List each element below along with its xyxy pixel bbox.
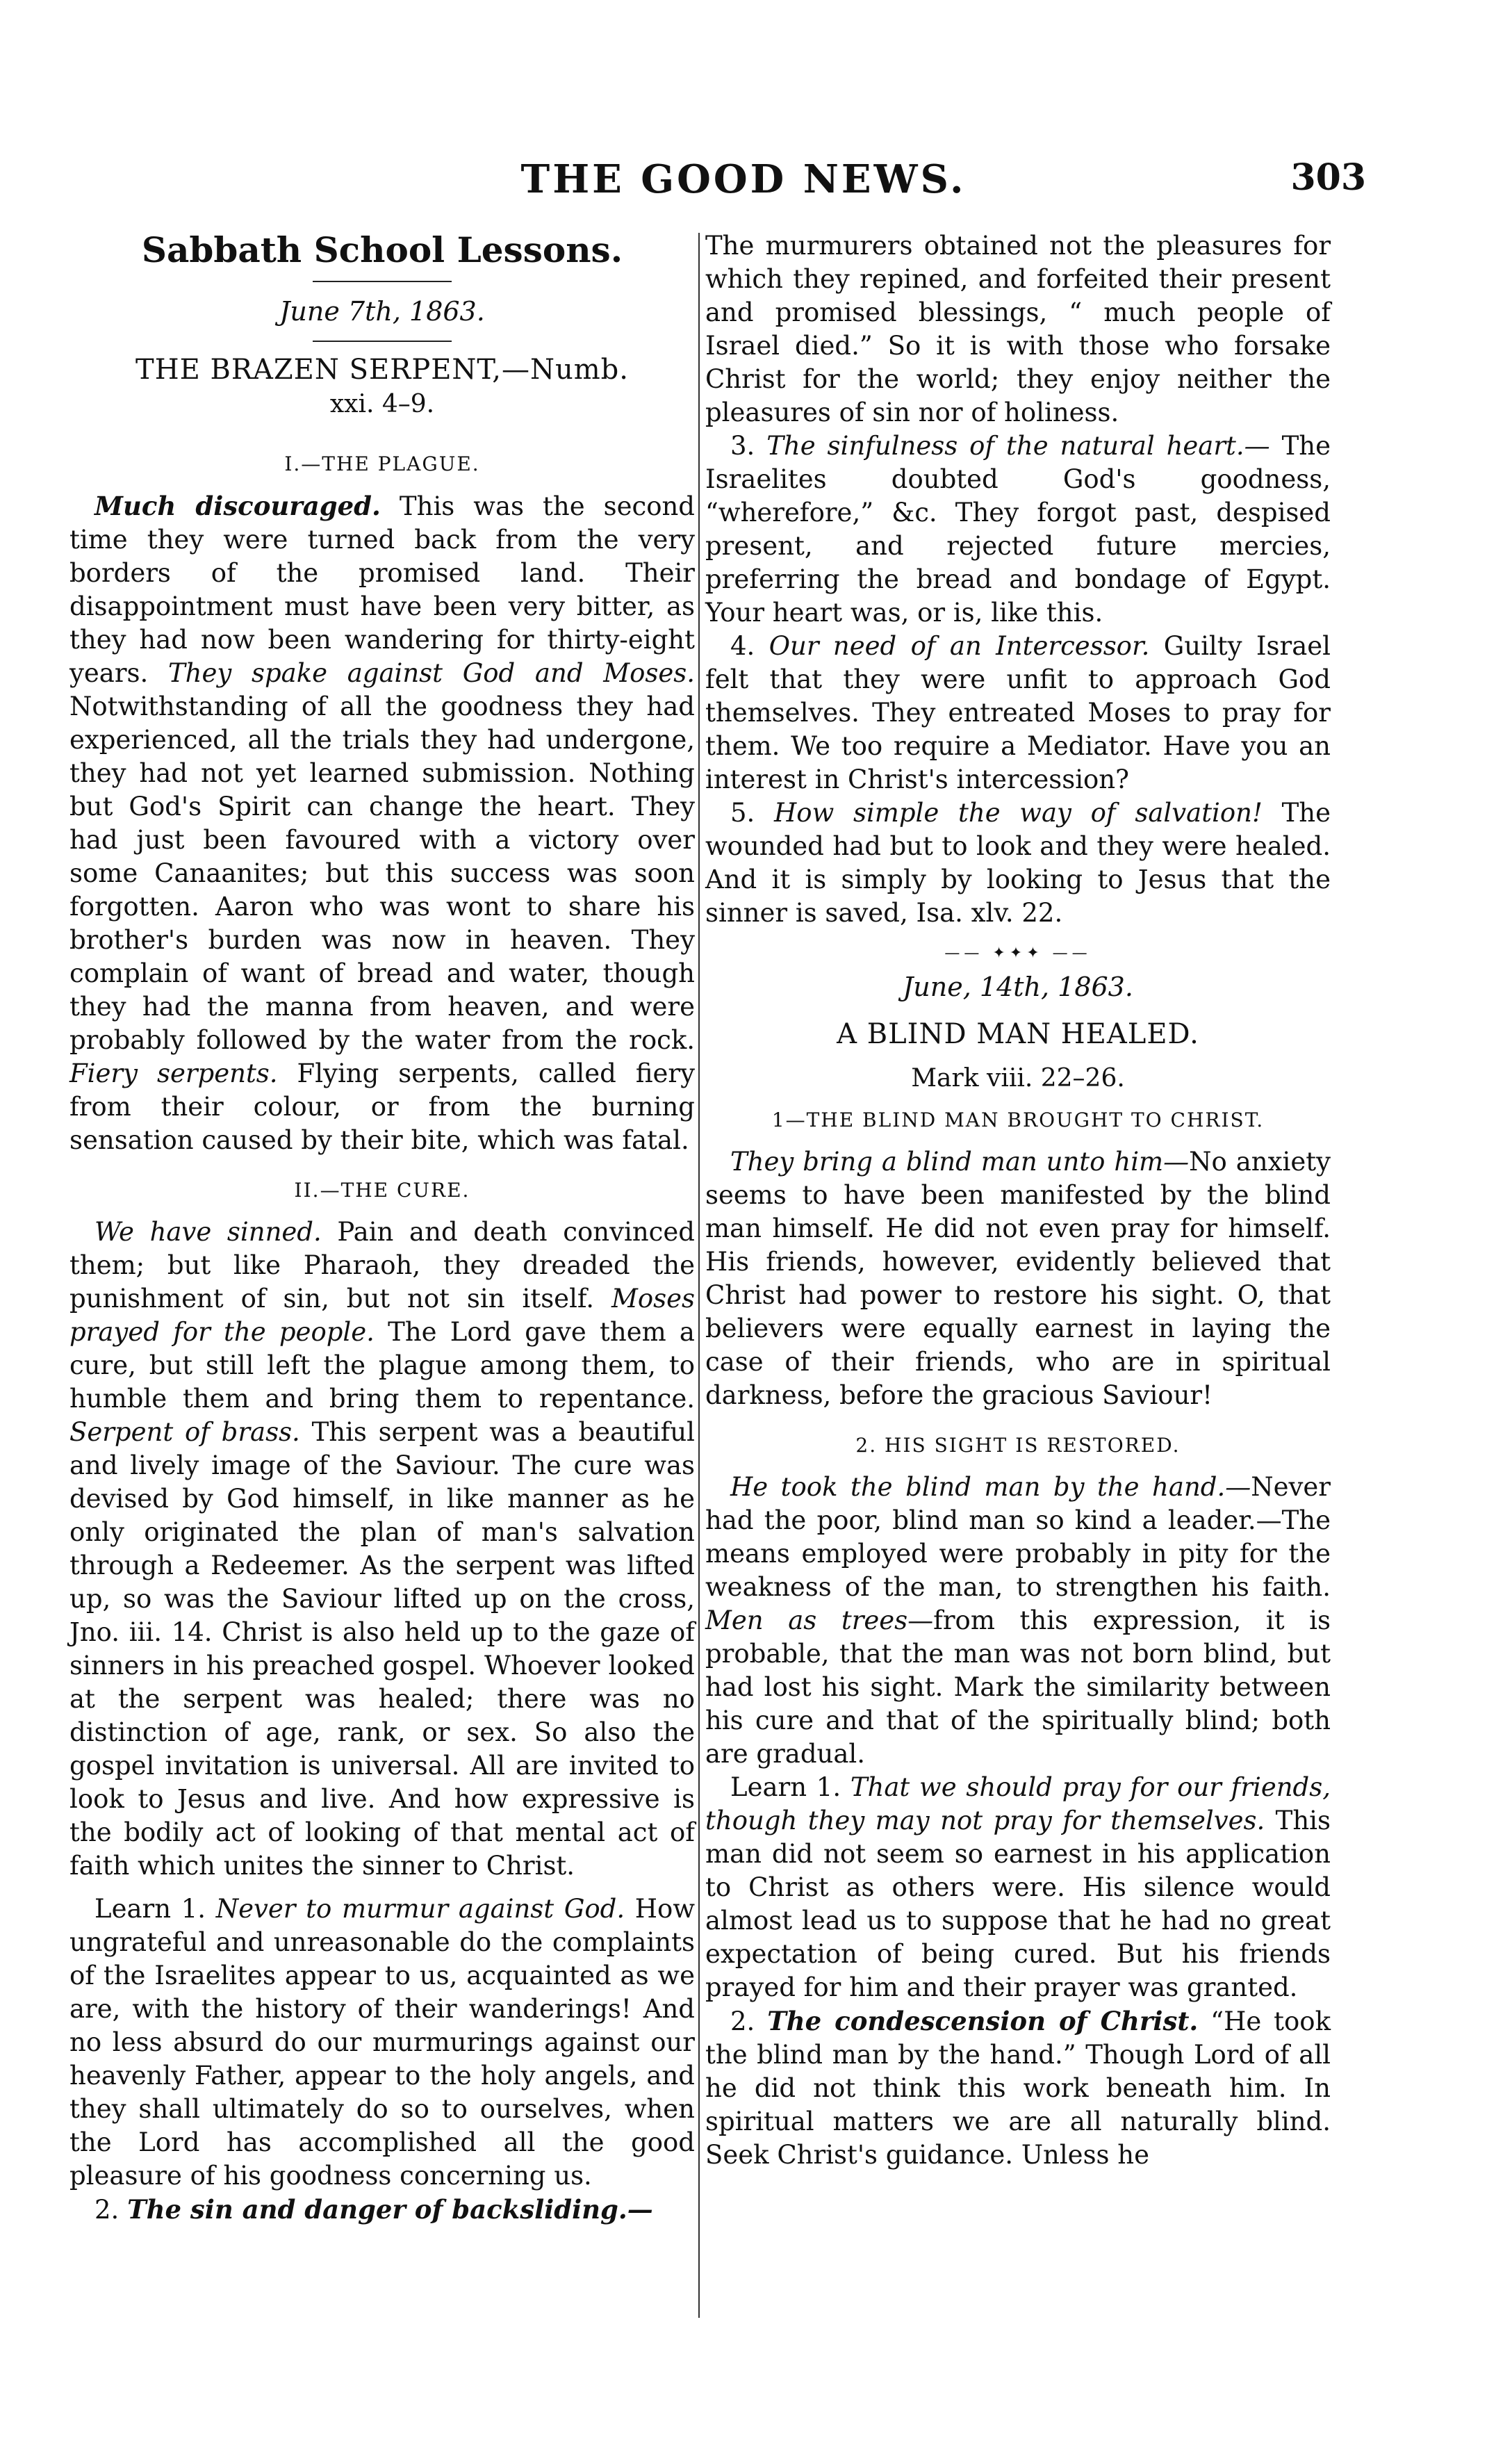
italic-phrase: Men as trees [705, 1605, 908, 1635]
italic-phrase: That we should pray for our friends, though they may not pray for themselves. [705, 1772, 1331, 1835]
body-text: The Israelites doubted God's goodness, “wherefore,” &c. They forgot past, despised present, and rejected future mercies, preferring the bread and bondage of Egypt. Your heart was, or is, like this. [705, 431, 1331, 628]
body-text: 5. [730, 798, 775, 828]
italic-phrase: Moses prayed for the people. [69, 1284, 695, 1347]
subheading-cure: II.—THE CURE. [294, 1179, 470, 1202]
paragraph-restored [705, 1471, 1331, 1771]
body-text: Guilty Israel felt that they were unfit to approach God themselves. They entreated Moses to pray for them. We too require a Mediator. Have you an interest in Christ's intercession? [705, 631, 1331, 794]
subheading-restored: 2. HIS SIGHT IS RESTORED. [855, 1434, 1181, 1457]
italic-phrase: The condescension of Christ. [767, 2006, 1199, 2036]
italic-phrase: They spake against God and Moses. [167, 658, 695, 688]
lead-phrase: Much discouraged. [94, 491, 381, 521]
body-text: This was the second time they were turned back from the very borders of the promised land. Their disappointment must have been very bitter, as they had now been wandering for thirty-eight years. [69, 491, 695, 688]
body-text: 3. [730, 431, 767, 461]
page-number: 303 [1290, 156, 1366, 199]
body-text: 4. [730, 631, 769, 661]
body-text: Pain and death convinced them; but like Pharaoh, they dreaded the punishment of sin, but not sin itself. [69, 1217, 695, 1314]
body-text: Learn 1. [730, 1772, 850, 1802]
body-text: 2. [94, 2195, 128, 2225]
column-divider [698, 233, 700, 2318]
paragraph-learn-2 [705, 2004, 1331, 2172]
body-text: Flying serpents, called fiery from their colour, or from the burning sensation caused by their bite, which was fatal. [69, 1058, 695, 1155]
title-rule [313, 281, 452, 282]
lesson-title: THE BRAZEN SERPENT,—Numb. [135, 354, 629, 386]
italic-phrase: The sin and danger of backsliding.— [127, 2194, 653, 2225]
body-text: The Lord gave them a cure, but still left the plague among them, to humble them and bring them to repentance. [69, 1317, 695, 1414]
italic-phrase: Serpent of brass. [69, 1417, 300, 1447]
lead-phrase: They bring a blind man unto him— [730, 1147, 1190, 1177]
lesson-date: June 7th, 1863. [279, 296, 485, 327]
body-text: The wounded had but to look and they were healed. And it is simply by looking to Jesus that the sinner is saved, Isa. xlv. 22. [705, 798, 1331, 928]
italic-phrase: The sinfulness of the natural heart.— [766, 431, 1270, 461]
paragraph-point-3 [705, 430, 1331, 630]
running-head: THE GOOD NEWS. [520, 156, 967, 202]
italic-phrase: Our need of an Intercessor. [769, 631, 1150, 661]
lesson-reference: xxi. 4–9. [329, 390, 435, 418]
body-text: How ungrateful and unreasonable do the complaints of the Israelites appear to us, acquainted as we are, with the history of their wanderings! And no less absurd do our murmurings against our heavenly Father, appear to the holy angels, and they shall ultimately do so to ourselves, when the Lord has accomplished all the good pleasure of his goodness concerning us. [69, 1894, 695, 2191]
body-text: Notwithstanding of all the goodness they had experienced, all the trials they had undergone, they had not yet learned submission. Nothing but God's Spirit can change the heart. They had just been favoured with a victory over some Canaanites; but this success was soon forgotten. Aaron who was wont to share his brother's burden was now in heaven. They complain of want of bread and water, though they had the manna from heaven, and were probably followed by the water from the rock. [69, 692, 695, 1055]
body-text: Learn 1. [94, 1894, 216, 1924]
body-text: Never had the poor, blind man so kind a leader.—The means employed were probably in pity for the weakness of the man, to strengthen his faith. [705, 1472, 1331, 1602]
italic-phrase: How simple the way of salvation! [774, 798, 1263, 828]
lesson-date: June, 14th, 1863. [903, 972, 1133, 1002]
paragraph-learn-1 [69, 1892, 695, 2193]
lesson-reference: Mark viii. 22–26. [911, 1064, 1125, 1093]
paragraph-point-5 [705, 796, 1331, 930]
left-column [69, 229, 695, 2227]
body-text: —from this expression, it is probable, that the man was not born blind, but had lost his sight. Mark the similarity between his cure and that of the spiritually blind; both are gradual. [705, 1605, 1331, 1769]
paragraph-plague [69, 489, 695, 1157]
subheading-plague: I.—THE PLAGUE. [284, 452, 480, 475]
body-text: This man did not seem so earnest in his application to Christ as others were. His silence would almost lead us to suppose that he had no great expectation of being cured. But his friends prayed for him and their prayer was granted. [705, 1806, 1331, 2002]
section-title: Sabbath School Lessons. [141, 229, 623, 270]
subheading-brought: 1—THE BLIND MAN BROUGHT TO CHRIST. [771, 1109, 1265, 1131]
lead-phrase: We have sinned. [94, 1217, 322, 1247]
lead-phrase: He took the blind man by the hand.— [730, 1472, 1251, 1502]
paragraph-continued: The murmurers obtained not the pleasures for which they repined, and forfeited their present and promised blessings, “ much people of Israel died.” So it is with those who forsake Christ for the world; they enjoy neither the pleasures of sin nor of holiness. [705, 231, 1331, 427]
right-column [705, 229, 1331, 2172]
paragraph-point-4 [705, 630, 1331, 796]
lesson-title: A BLIND MAN HEALED. [837, 1018, 1199, 1050]
body-text: 2. [730, 2006, 768, 2036]
paragraph-cure [69, 1216, 695, 1883]
italic-phrase: Fiery serpents. [69, 1058, 278, 1088]
body-text: “He took the blind man by the hand.” Though Lord of all he did not think this work beneath him. In spiritual matters we are all naturally blind. Seek Christ's guidance. Unless he [705, 2006, 1331, 2170]
section-ornament: —— ✦✦✦ —— [944, 945, 1092, 962]
date-rule [313, 341, 452, 342]
body-text: No anxiety seems to have been manifested by the blind man himself. He did not even pray for himself. His friends, however, evidently believed that Christ had power to restore his sight. O, that believers were equally earnest in laying the case of their friends, who are in spiritual darkness, before the gracious Saviour! [705, 1147, 1331, 1410]
paragraph-learn-2 [69, 2193, 695, 2227]
italic-phrase: Never to murmur against God. [215, 1894, 625, 1924]
paragraph-learn-1 [705, 1771, 1331, 2004]
paragraph-brought [705, 1145, 1331, 1412]
body-text: This serpent was a beautiful and lively image of the Saviour. The cure was devised by God himself, in like manner as he only originated the plan of man's salvation through a Redeemer. As the serpent was lifted up, so was the Saviour lifted up on the cross, Jno. iii. 14. Christ is also held up to the gaze of sinners in his preached gospel. Whoever looked at the serpent was healed; there was no distinction of age, rank, or sex. So also the gospel invitation is universal. All are invited to look to Jesus and live. And how expressive is the bodily act of looking of that mental act of faith which unites the sinner to Christ. [69, 1417, 695, 1881]
